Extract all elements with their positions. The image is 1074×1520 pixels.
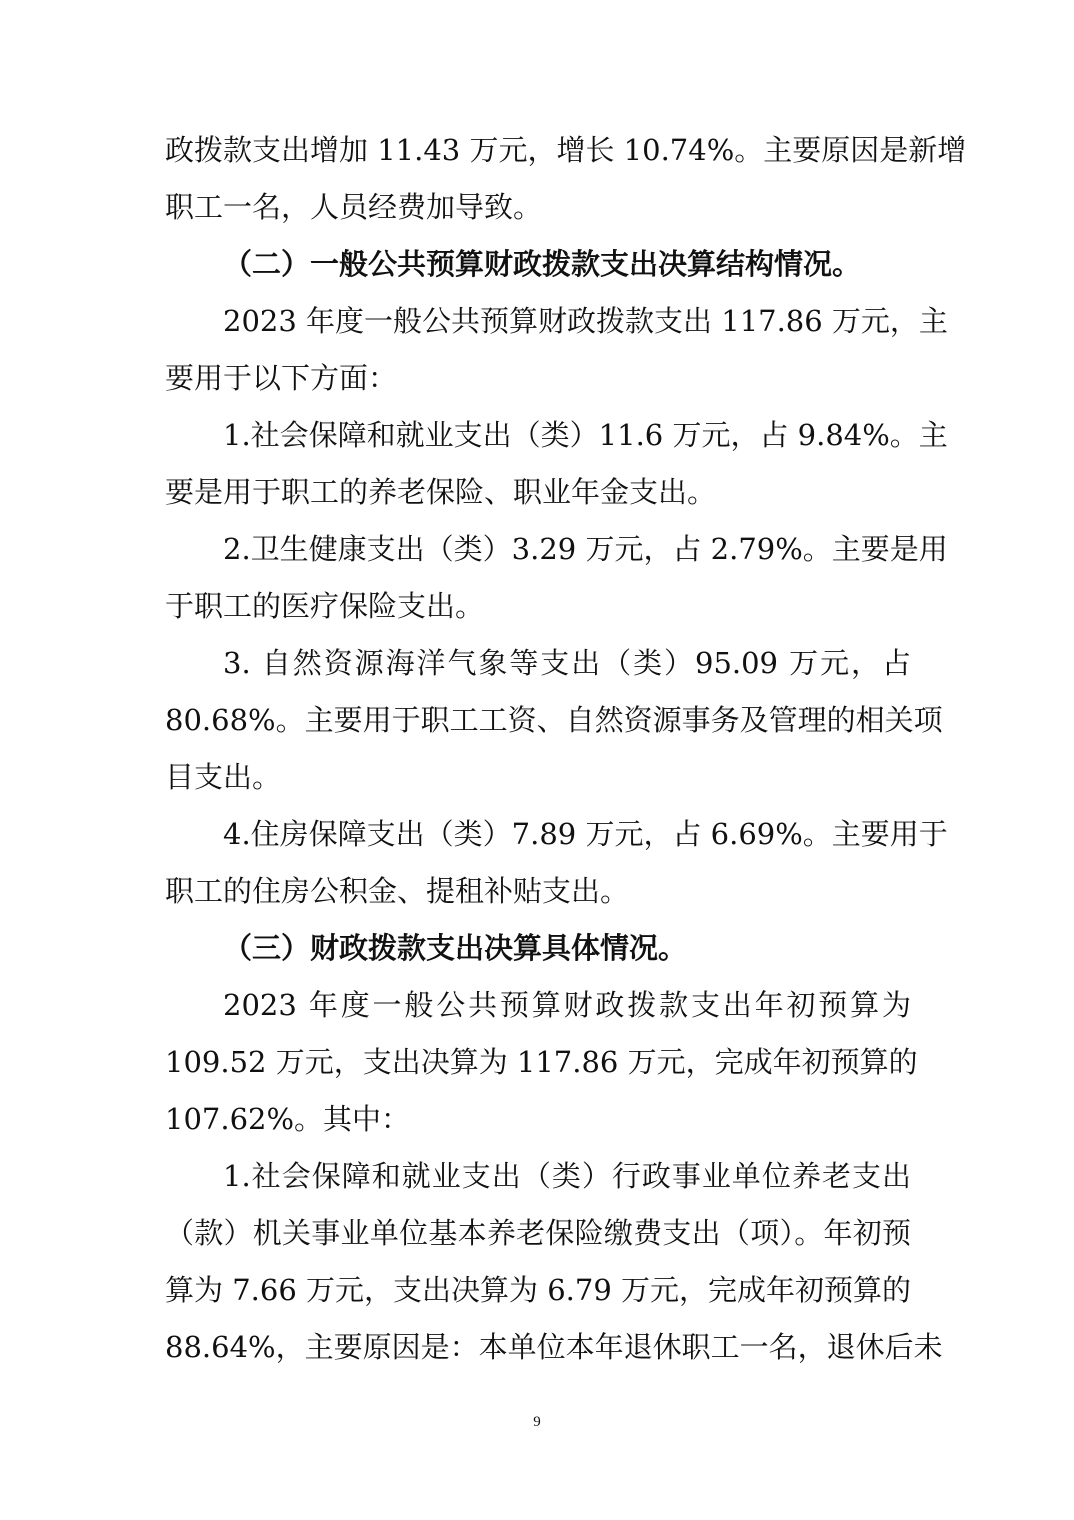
text-line: 109.52 万元，支出决算为 117.86 万元，完成年初预算的 [165, 1045, 918, 1079]
text-line: 3. 自然资源海洋气象等支出（类）95.09 万元，占 [223, 646, 911, 680]
text-line: 算为 7.66 万元，支出决算为 6.79 万元，完成年初预算的 [165, 1273, 912, 1307]
text-line: （款）机关事业单位基本养老保险缴费支出（项）。年初预 [165, 1216, 911, 1250]
page-number: 9 [533, 1414, 541, 1430]
text-line: 107.62%。其中： [165, 1102, 411, 1136]
document-body [165, 122, 967, 1376]
text-line: 1.社会保障和就业支出（类）行政事业单位养老支出 [223, 1159, 911, 1193]
text-line: 2023 年度一般公共预算财政拨款支出年初预算为 [223, 988, 911, 1022]
text-line: 要是用于职工的养老保险、职业年金支出。 [165, 475, 717, 509]
text-line: 1.社会保障和就业支出（类）11.6 万元，占 9.84%。主 [223, 418, 948, 452]
text-line: 2023 年度一般公共预算财政拨款支出 117.86 万元，主 [223, 304, 948, 338]
section-heading: （二）一般公共预算财政拨款支出决算结构情况。 [223, 247, 862, 281]
text-line: 政拨款支出增加 11.43 万元，增长 10.74%。主要原因是新增 [165, 133, 967, 167]
text-line: 职工一名，人员经费加导致。 [165, 190, 543, 224]
text-line: 职工的住房公积金、提租补贴支出。 [165, 874, 630, 908]
text-line: 80.68%。主要用于职工工资、自然资源事务及管理的相关项 [165, 703, 943, 737]
text-line: 于职工的医疗保险支出。 [165, 589, 485, 623]
text-line: 目支出。 [165, 760, 282, 794]
text-line: 4.住房保障支出（类）7.89 万元，占 6.69%。主要用于 [223, 817, 948, 851]
text-line: 要用于以下方面： [165, 361, 398, 395]
section-heading: （三）财政拨款支出决算具体情况。 [223, 931, 688, 965]
text-line: 88.64%，主要原因是：本单位本年退休职工一名，退休后未 [165, 1330, 943, 1364]
text-line: 2.卫生健康支出（类）3.29 万元，占 2.79%。主要是用 [223, 532, 948, 566]
